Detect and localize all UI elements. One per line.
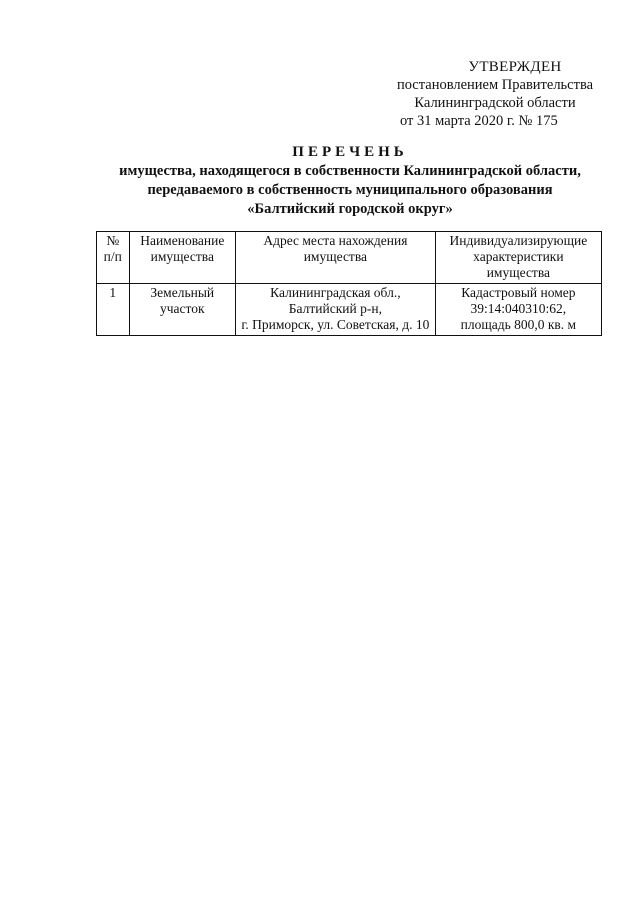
approval-date-line: от 31 марта 2020 г. № 175 xyxy=(400,113,558,129)
header-name xyxy=(129,232,235,284)
table-header-row xyxy=(97,232,602,284)
heading-line-3: «Балтийский городской округ» xyxy=(247,201,453,217)
heading-line-2: передаваемого в собственность муниципального образования xyxy=(147,182,553,198)
cell-line: Калининградская обл., xyxy=(270,285,401,300)
property-table xyxy=(96,231,602,336)
cell-line: Кадастровый номер xyxy=(461,285,576,300)
table-row xyxy=(97,284,602,336)
cell-name xyxy=(129,284,235,336)
approval-stamp xyxy=(385,58,605,130)
cell-line: участок xyxy=(159,301,205,316)
cell-line: г. Приморск, ул. Советская, д. 10 xyxy=(241,317,430,332)
header-line: № xyxy=(106,233,120,248)
cell-address xyxy=(236,284,436,336)
header-number xyxy=(97,232,130,284)
heading-line-1: имущества, находящегося в собственности Калининградской области, xyxy=(119,163,581,179)
document-title: ПЕРЕЧЕНЬ xyxy=(292,144,408,160)
approved-label: УТВЕРЖДЕН xyxy=(468,59,562,75)
cell-characteristics xyxy=(435,284,601,336)
header-line: п/п xyxy=(103,249,122,264)
cell-line: Балтийский р-н, xyxy=(288,301,382,316)
cell-line: площадь 800,0 кв. м xyxy=(460,317,577,332)
document-heading xyxy=(90,143,610,219)
cell-number: 1 xyxy=(97,284,130,336)
cell-line: 39:14:040310:62, xyxy=(470,301,567,316)
header-line: имущества xyxy=(303,249,368,264)
header-address xyxy=(236,232,436,284)
header-line: Наименование xyxy=(140,233,225,248)
header-line: имущества xyxy=(486,265,551,280)
approval-authority-line-1: постановлением Правительства xyxy=(396,77,594,93)
header-line: Адрес места нахождения xyxy=(263,233,408,248)
header-line: характеристики xyxy=(473,249,564,264)
header-line: Индивидуализирующие xyxy=(449,233,588,248)
header-line: имущества xyxy=(150,249,214,264)
header-characteristics xyxy=(435,232,601,284)
cell-line: Земельный xyxy=(150,285,215,300)
approval-authority-line-2: Калининградской области xyxy=(414,95,576,111)
